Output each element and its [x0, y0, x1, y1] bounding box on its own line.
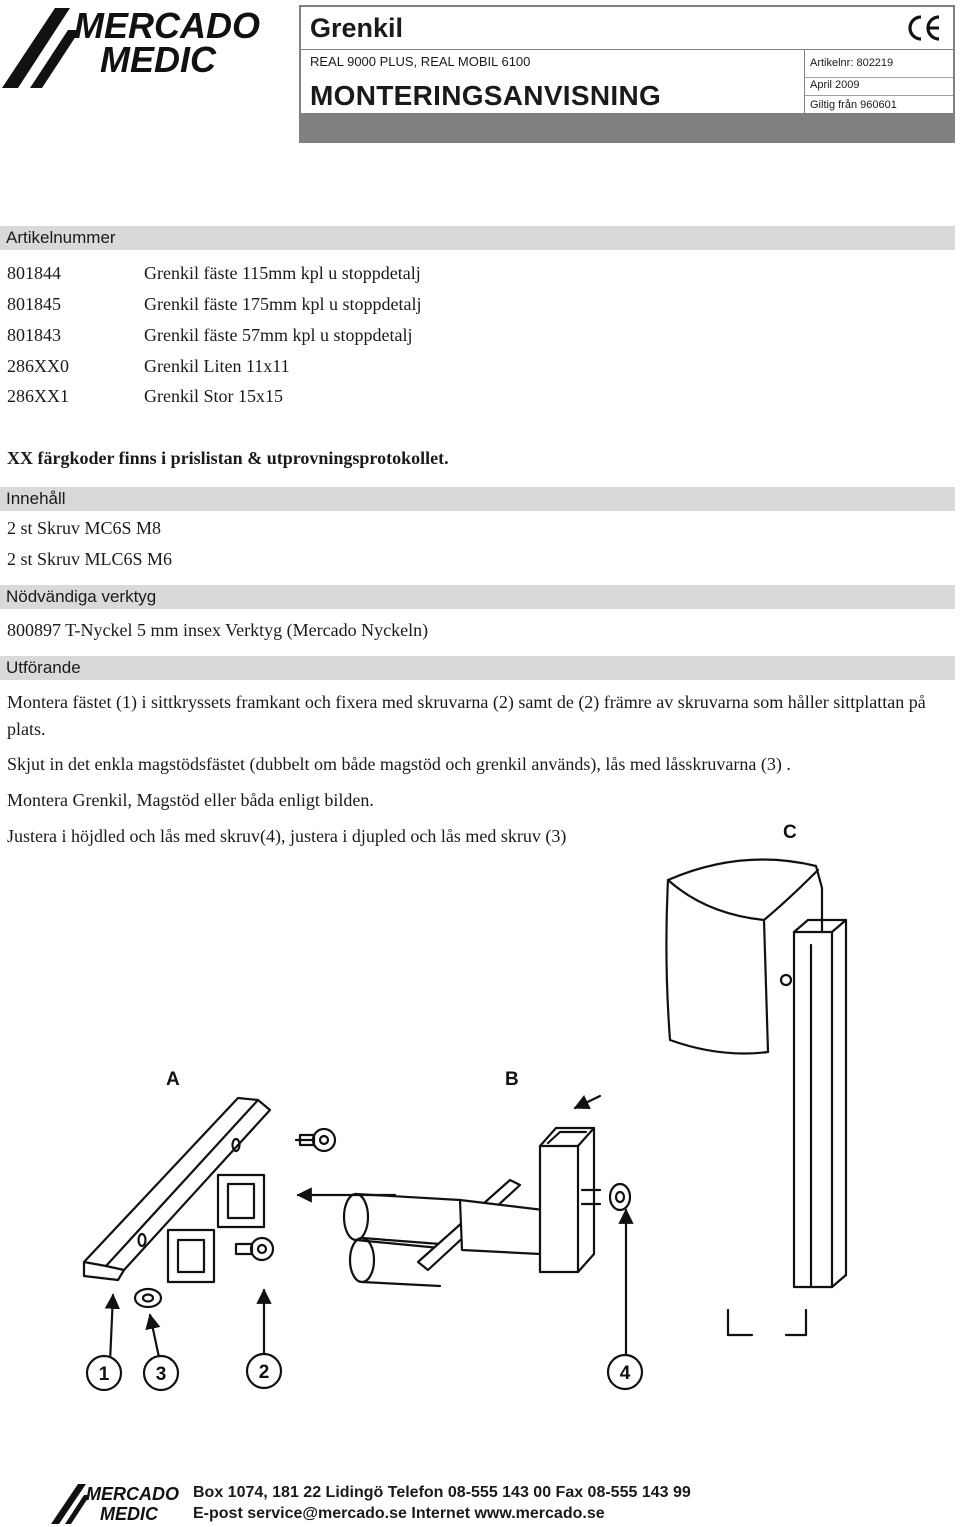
magstod-attachment	[344, 1128, 630, 1286]
callout-3	[144, 1356, 178, 1390]
logo-text-medic: MEDIC	[100, 39, 216, 80]
article-row-number: 286XX0	[7, 356, 69, 376]
grenkil-vertical-bar	[728, 920, 846, 1335]
model-list: REAL 9000 PLUS, REAL MOBIL 6100	[310, 54, 531, 69]
ce-mark-icon	[905, 13, 943, 43]
section-heading-articles: Artikelnummer	[0, 226, 955, 250]
article-row-description: Grenkil fäste 115mm kpl u stoppdetalj	[144, 263, 421, 283]
article-row-description: Grenkil Stor 15x15	[144, 386, 283, 406]
contents-item: 2 st Skruv MLC6S M6	[7, 549, 173, 569]
issue-date: April 2009	[810, 79, 860, 91]
article-number: Artikelnr: 802219	[810, 57, 894, 69]
callout-1	[87, 1356, 121, 1390]
section-heading-tools: Nödvändiga verktyg	[0, 585, 955, 609]
article-row-description: Grenkil Liten 11x11	[144, 356, 290, 376]
article-row-number: 801845	[7, 294, 61, 314]
article-row-description: Grenkil fäste 57mm kpl u stoppdetalj	[144, 325, 413, 345]
diagram-label-c: C	[783, 822, 797, 843]
valid-from: Giltig från 960601	[810, 99, 897, 111]
procedure-step: Justera i höjdled och lås med skruv(4), justera i djupled och lås med skruv (3)	[7, 826, 567, 846]
document-header	[299, 5, 955, 143]
logo-text-mercado: MERCADO	[74, 5, 260, 46]
footer-contact: E-post service@mercado.se Internet www.mercado.se	[193, 1505, 605, 1522]
callout-2	[247, 1354, 281, 1388]
footer-logo	[50, 1480, 179, 1525]
diagram-label-b: B	[505, 1069, 519, 1090]
footer-logo-text-medic: MEDIC	[100, 1504, 158, 1524]
article-row-number: 286XX1	[7, 386, 69, 406]
header-bottom-bar	[301, 113, 953, 141]
svg-text:1: 1	[98, 1364, 110, 1385]
procedure-step: Montera fästet (1) i sittkryssets framkant och fixera med skruvarna (2) samt de (2) främre av skruvarna som håller sittplattan på plats.	[7, 692, 926, 739]
color-code-note: XX färgkoder finns i prislistan & utprovningsprotokollet.	[7, 448, 449, 468]
section-heading-procedure: Utförande	[0, 656, 955, 680]
footer-logo-text-mercado: MERCADO	[86, 1484, 179, 1504]
insert-direction-arrow	[575, 1096, 600, 1108]
section-heading-contents: Innehåll	[0, 487, 955, 511]
callout-4	[608, 1355, 642, 1389]
article-row-description: Grenkil fäste 175mm kpl u stoppdetalj	[144, 294, 422, 314]
screw-icon	[296, 1129, 335, 1151]
procedure-step: Skjut in det enkla magstödsfästet (dubbelt om både magstöd och grenkil används), lås med låsskruvarna (3) .	[7, 754, 791, 774]
footer-address: Box 1074, 181 22 Lidingö Telefon 08-555 143 00 Fax 08-555 143 99	[193, 1484, 691, 1501]
diagram-label-a: A	[166, 1069, 180, 1090]
mercado-medic-logo	[0, 0, 260, 95]
article-row-number: 801844	[7, 263, 61, 283]
svg-text:3: 3	[155, 1364, 167, 1385]
mounting-bracket	[84, 1098, 270, 1307]
article-row-number: 801843	[7, 325, 61, 345]
tools-item: 800897 T-Nyckel 5 mm insex Verktyg (Mercado Nyckeln)	[7, 620, 429, 640]
page-title: Grenkil	[310, 13, 404, 43]
document-type: MONTERINGSANVISNING	[310, 80, 662, 111]
contents-item: 2 st Skruv MC6S M8	[7, 518, 162, 538]
procedure-step: Montera Grenkil, Magstöd eller båda enligt bilden.	[7, 790, 374, 810]
screw-icon	[236, 1238, 273, 1260]
svg-text:4: 4	[619, 1363, 631, 1384]
svg-text:2: 2	[258, 1362, 270, 1383]
